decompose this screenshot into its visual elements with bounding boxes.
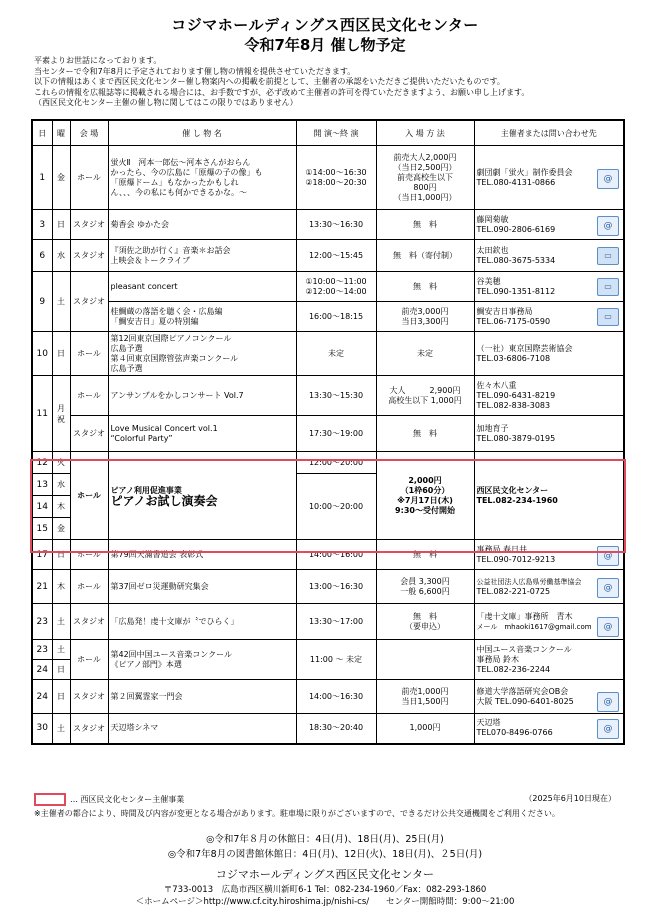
dow-cell: 土	[52, 640, 70, 660]
contact-line: TEL.082-221-0725	[476, 586, 551, 596]
event-line: 《ピアノ部門》本選	[110, 659, 182, 669]
admission-cell	[376, 146, 474, 210]
time-cell: 13:00～16:30	[296, 570, 376, 604]
dow-cell: 日	[52, 210, 70, 240]
table-row	[32, 272, 624, 302]
dow-cell: 木	[52, 570, 70, 604]
event-cell	[108, 452, 296, 540]
table-row	[32, 240, 624, 272]
table-row	[32, 146, 624, 210]
day-cell: 14	[32, 496, 52, 518]
event-cell	[108, 332, 296, 376]
time-cell	[296, 272, 376, 302]
dow-cell: 金	[52, 518, 70, 540]
contact-line: 藤岡菊敏	[476, 214, 509, 224]
time-cell: 13:30～15:30	[296, 376, 376, 416]
mail-icon[interactable]: @	[597, 617, 619, 637]
dow-cell: 水	[52, 240, 70, 272]
contact-line: 加地育子	[476, 423, 509, 433]
contact-line: 鯛安吉日事務局	[476, 306, 533, 316]
event-line: ん、、、今の私にも何かできるかな。～	[110, 187, 247, 197]
venue-cell: スタジオ	[70, 680, 108, 714]
computer-icon[interactable]: ▭	[597, 308, 619, 326]
contact-cell	[474, 272, 624, 302]
day-cell: 23	[32, 640, 52, 660]
contact-line: TEL.082-236-2244	[476, 664, 551, 674]
dow-cell: 月祝	[52, 376, 70, 452]
venue-cell: スタジオ	[70, 714, 108, 744]
contact-line: 谷美穂	[476, 276, 501, 286]
schedule-table	[31, 119, 625, 745]
dow-cell: 日	[52, 660, 70, 680]
venue-cell: ホール	[70, 452, 108, 540]
table-header-row	[32, 120, 624, 146]
venue-cell: スタジオ	[70, 416, 108, 452]
admission-line: 大人 2,900円	[389, 385, 461, 395]
contact-line: メール mhaoki1617@gmail.com	[476, 622, 592, 631]
admission-line: 前売3,000円	[401, 306, 449, 316]
admission-line: 9:30～受付開始	[395, 505, 455, 515]
library-closed-days: ◎令和7年8月の図書館休館日：4日(月)、12日(火)、18日(月)、２5日(月)	[167, 849, 483, 860]
time-cell: 16:00～18:15	[296, 302, 376, 332]
table-row	[32, 680, 624, 714]
page-title: コジマホールディングス西区民文化センター	[171, 16, 479, 34]
day-cell: 3	[32, 210, 52, 240]
intro-line: 当センターで令和7年8月に予定されております催し物の情報を提供させていただきます。	[34, 66, 356, 76]
admission-line: 前売大人2,000円	[393, 152, 457, 162]
contact-cell	[474, 332, 624, 376]
day-cell: 30	[32, 714, 52, 744]
dow-cell: 土	[52, 604, 70, 640]
contact-cell	[474, 376, 624, 416]
admission-cell	[376, 570, 474, 604]
contact-cell	[474, 680, 624, 714]
event-title: ピアノお試し演奏会	[110, 493, 218, 508]
contact-line: 中国ユース音楽コンクール	[476, 644, 572, 654]
venue-cell: ホール	[70, 540, 108, 570]
intro-line: （西区民文化センター主催の催し物に関してはこの限りではありません）	[34, 98, 298, 108]
event-cell: 第２回翼霊家一門会	[108, 680, 296, 714]
intro-line: 平素よりお世話になっております。	[34, 56, 162, 65]
time-cell: 未定	[296, 332, 376, 376]
admission-cell: 1,000円	[376, 714, 474, 744]
admission-cell: 未定	[376, 332, 474, 376]
time-cell: 18:30～20:40	[296, 714, 376, 744]
admission-cell	[376, 376, 474, 416]
day-cell: 13	[32, 474, 52, 496]
day-cell: 21	[32, 570, 52, 604]
dow-cell: 日	[52, 680, 70, 714]
intro-text	[34, 56, 634, 109]
footer-name: コジマホールディングス西区民文化センター	[215, 868, 435, 881]
table-row	[32, 640, 624, 660]
dow-cell: 金	[52, 146, 70, 210]
event-line: 「原爆ドーム」もなかったかもしれ	[110, 177, 239, 187]
intro-line: これらの情報を広報誌等に掲載される場合には、お手数ですが、必ず改めて主催者の許可を得ていただきますよう、お願い申し上げます。	[34, 87, 530, 97]
closed-days: ◎令和7年８月の休館日：4日(月)、18日(月)、25日(月)	[206, 834, 444, 845]
admission-line: （当日2,500円）	[393, 162, 457, 172]
time-cell: 17:30～19:00	[296, 416, 376, 452]
admission-cell	[376, 604, 474, 640]
admission-line: （1枠60分）	[400, 485, 450, 495]
contact-line: 公益社団法人広島県労働基準協会	[476, 577, 582, 586]
dow-cell: 水	[52, 474, 70, 496]
contact-line: TEL.06-7175-0590	[476, 316, 551, 326]
table-row	[32, 210, 624, 240]
contact-line: 太田欽也	[476, 245, 509, 255]
contact-line: TEL.090-1351-8112	[476, 286, 556, 296]
dow-cell: 日	[52, 332, 70, 376]
event-line: 第４回東京国際管弦声楽コンクール	[110, 353, 239, 363]
mail-icon[interactable]: @	[597, 216, 619, 236]
time-cell: 10:00～20:00	[296, 474, 376, 540]
event-cell: 第37回ゼロ災運動研究集会	[108, 570, 296, 604]
admission-cell: 無 料	[376, 272, 474, 302]
event-line: 広島予選	[110, 343, 143, 353]
venue-cell: ホール	[70, 640, 108, 680]
time-cell: 12:00～20:00	[296, 452, 376, 474]
dow-cell: 土	[52, 272, 70, 332]
event-line: 「鯛安吉日」夏の特別編	[110, 316, 199, 326]
admission-line: 一般 6,600円	[400, 586, 450, 596]
admission-cell	[376, 640, 474, 680]
contact-cell	[474, 604, 624, 640]
event-line: 桂鯛蔵の落語を聴く会・広島編	[110, 306, 223, 316]
legend	[34, 793, 184, 806]
mail-icon[interactable]: @	[597, 578, 619, 598]
admission-cell	[376, 302, 474, 332]
event-line: 第12回東京国際ピアノコンクール	[110, 333, 232, 343]
time-cell	[296, 146, 376, 210]
contact-cell	[474, 540, 624, 570]
event-cell	[108, 640, 296, 680]
admission-line: （当日1,000円）	[393, 192, 457, 202]
note-text: ※主催者の都合により、時間及び内容が変更となる場合があります。駐車場に限りがございますので、できるだけ公共交通機関をご利用ください。	[34, 809, 560, 818]
table-row	[32, 570, 624, 604]
contact-line: 大阪 TEL.090-6401-8025	[476, 696, 574, 706]
admission-line: （要申込）	[405, 621, 445, 631]
event-line: 上映会＆トークライブ	[110, 255, 191, 265]
table-row	[32, 332, 624, 376]
event-line: 第42回中国ユース音楽コンクール	[110, 649, 232, 659]
admission-cell: 無 料	[376, 416, 474, 452]
header-admission: 入 場 方 法	[376, 120, 474, 146]
header-venue: 会 場	[70, 120, 108, 146]
dow-cell: 木	[52, 496, 70, 518]
admission-line: ※7月17日(木)	[397, 495, 453, 505]
dow-cell: 火	[52, 452, 70, 474]
mail-icon[interactable]: @	[597, 546, 619, 566]
contact-line: TEL.082-838-3083	[476, 400, 551, 410]
event-cell	[108, 416, 296, 452]
day-cell: 1	[32, 146, 52, 210]
contact-cell	[474, 146, 624, 210]
day-cell: 12	[32, 452, 52, 474]
contact-line: TEL.080-3675-5334	[476, 255, 556, 265]
header-dow: 曜	[52, 120, 70, 146]
time-cell: 13:30～17:00	[296, 604, 376, 640]
time-cell: 13:30～16:30	[296, 210, 376, 240]
time-cell: 12:00～15:45	[296, 240, 376, 272]
event-cell	[108, 302, 296, 332]
venue-cell: スタジオ	[70, 210, 108, 240]
contact-line: 事務局 鈴木	[476, 654, 520, 664]
event-cell	[108, 240, 296, 272]
dow-cell: 土	[52, 714, 70, 744]
event-line: 広島予選	[110, 363, 143, 373]
table-row	[32, 714, 624, 744]
admission-line: 当日3,300円	[401, 316, 449, 326]
day-cell: 11	[32, 376, 52, 452]
contact-cell	[474, 640, 624, 680]
event-cell: 天辺塔シネマ	[108, 714, 296, 744]
admission-cell	[376, 452, 474, 540]
venue-cell: スタジオ	[70, 604, 108, 640]
event-cell	[108, 146, 296, 210]
contact-line: TEL.090-2806-6169	[476, 224, 556, 234]
admission-line: 当日1,500円	[401, 696, 449, 706]
event-line: ピアノ利用促進事業	[110, 485, 182, 495]
venue-cell: ホール	[70, 146, 108, 210]
admission-cell: 無 料	[376, 540, 474, 570]
admission-cell: 無 料	[376, 210, 474, 240]
admission-line: 会員 3,300円	[400, 576, 450, 586]
day-cell: 17	[32, 540, 52, 570]
admission-line: 前売高校生以下	[397, 172, 453, 182]
table-row	[32, 604, 624, 640]
contact-line: 天辺塔	[476, 718, 501, 728]
contact-line: TEL.090-7012-9213	[476, 554, 556, 564]
event-line: Love Musical Concert vol.1	[110, 423, 218, 433]
dow-cell: 日	[52, 540, 70, 570]
time-cell: 11:00 ～ 未定	[296, 640, 376, 680]
venue-cell: スタジオ	[70, 240, 108, 272]
admission-line: 2,000円	[408, 475, 442, 485]
admission-line: 高校生以下 1,000円	[388, 395, 462, 405]
day-cell: 10	[32, 332, 52, 376]
day-cell: 23	[32, 604, 52, 640]
venue-cell: スタジオ	[70, 272, 108, 332]
contact-cell	[474, 302, 624, 332]
table-row	[32, 416, 624, 452]
legend-label: … 西区民文化センター主催事業	[70, 795, 185, 804]
day-cell: 24	[32, 660, 52, 680]
header-event: 催 し 物 名	[108, 120, 296, 146]
admission-line: 800円	[413, 182, 437, 192]
header-contact: 主催者または問い合わせ先	[474, 120, 624, 146]
contact-line: TEL070-8496-0766	[476, 728, 553, 738]
contact-cell	[474, 570, 624, 604]
mail-icon[interactable]: @	[597, 692, 619, 712]
time-line: ①14:00～16:30	[305, 167, 367, 177]
contact-cell	[474, 714, 624, 744]
mail-icon[interactable]: @	[597, 719, 619, 739]
computer-icon[interactable]: ▭	[597, 278, 619, 296]
contact-line: 佐々木八重	[476, 380, 517, 390]
event-line: かったら、今の広島に「原爆の子の像」も	[110, 167, 263, 177]
admission-line: 無 料	[413, 611, 437, 621]
header-day: 日	[32, 120, 52, 146]
time-cell: 14:00～16:30	[296, 680, 376, 714]
event-cell: アンサンブルをかしコンサート Vol.7	[108, 376, 296, 416]
event-cell: 菊香会 ゆかた会	[108, 210, 296, 240]
footer-address: 〒733-0013 広島市西区横川新町6-1 Tel：082-234-1960／Fax：082-293-1860	[163, 885, 487, 895]
time-line: ①10:00～11:00	[305, 276, 367, 286]
contact-line: 事務局 春日井	[476, 544, 528, 554]
event-line: 蛍火Ⅱ 河本一郎伝～河本さんがおらん	[110, 157, 251, 167]
venue-cell: ホール	[70, 570, 108, 604]
contact-cell	[474, 240, 624, 272]
contact-line: TEL.080-4131-0866	[476, 177, 556, 187]
day-cell: 9	[32, 272, 52, 332]
time-line: ②12:00～14:00	[305, 286, 367, 296]
time-line: ②18:00～20:30	[305, 177, 367, 187]
event-line: “Colorful Party”	[110, 433, 173, 443]
table-row	[32, 540, 624, 570]
table-row-highlight	[32, 452, 624, 474]
page-subtitle: 令和7年8月 催し物予定	[244, 36, 406, 54]
contact-line: 西区民文化センター	[476, 485, 549, 495]
contact-cell	[474, 416, 624, 452]
as-of-date: （2025年6月10日現在）	[524, 794, 616, 803]
legend-swatch	[34, 793, 66, 806]
event-cell: pleasant concert	[108, 272, 296, 302]
contact-line: TEL.090-6431-8219	[476, 390, 556, 400]
contact-line: （一社）東京国際芸術協会	[476, 343, 573, 353]
venue-cell: ホール	[70, 332, 108, 376]
time-cell: 14:00～16:00	[296, 540, 376, 570]
table-row	[32, 302, 624, 332]
computer-icon[interactable]: ▭	[597, 247, 619, 265]
venue-cell: ホール	[70, 376, 108, 416]
header-time: 開 演～終 演	[296, 120, 376, 146]
event-cell: 第79回天滿書道会 表彰式	[108, 540, 296, 570]
event-cell: 「広島発！虔十文庫が〝でひらく」	[108, 604, 296, 640]
contact-line: TEL.03-6806-7108	[476, 353, 551, 363]
contact-cell	[474, 210, 624, 240]
contact-cell	[474, 452, 624, 540]
contact-line: TEL.080-3879-0195	[476, 433, 556, 443]
day-cell: 6	[32, 240, 52, 272]
mail-icon[interactable]: @	[597, 169, 619, 189]
table-row	[32, 376, 624, 416]
intro-line: 以下の情報はあくまで西区民文化センター催し物案内への掲載を前提として、主催者の承認をいただきご提供いただいたものです。	[34, 77, 505, 87]
day-cell: 24	[32, 680, 52, 714]
contact-line: 「虔十文庫」事務所 青木	[476, 611, 573, 621]
event-line: 『須佐之助が行く』音楽＊お話会	[110, 245, 231, 255]
contact-line: TEL.082-234-1960	[476, 495, 558, 505]
footer-web: ＜ホームページ＞http://www.cf.city.hiroshima.jp/nishi-cs/ センター開館時間：9:00～21:00	[135, 897, 515, 907]
contact-line: 劇団劇「蛍火」制作委員会	[476, 167, 573, 177]
admission-cell	[376, 680, 474, 714]
contact-line: 修道大学落語研究会OB会	[476, 686, 569, 696]
day-cell: 15	[32, 518, 52, 540]
admission-cell: 無 料（寄付制）	[376, 240, 474, 272]
admission-line: 前売1,000円	[401, 686, 449, 696]
